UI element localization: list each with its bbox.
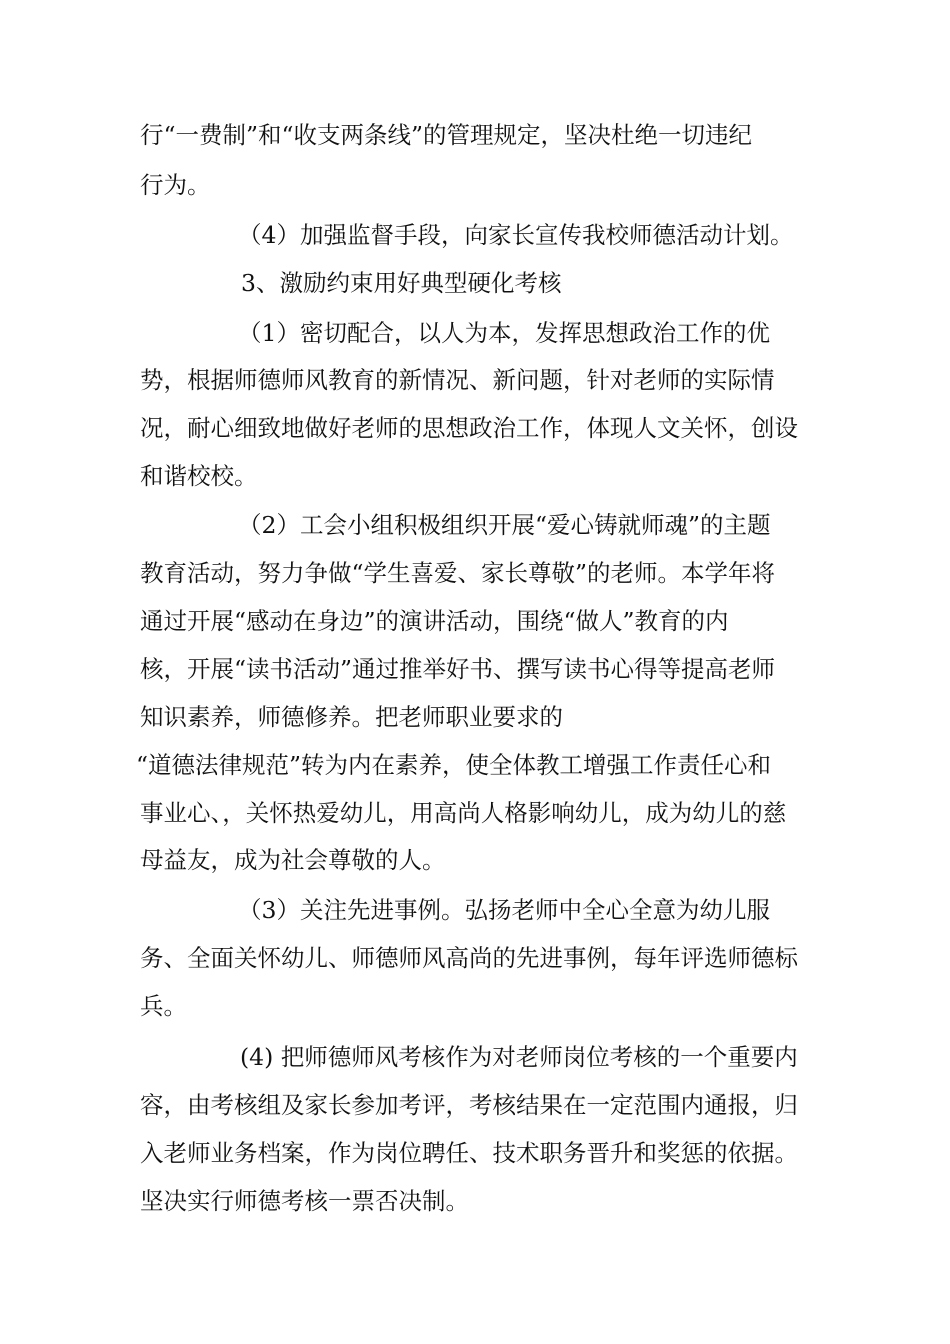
- text-line: 势，根据师德师风教育的新情况、新问题，针对老师的实际情: [140, 366, 775, 394]
- text-line: 行“一费制”和“收支两条线”的管理规定，坚决杜绝一切违纪: [140, 121, 753, 149]
- text-line: 容，由考核组及家长参加考评，考核结果在一定范围内通报，归: [140, 1091, 798, 1119]
- text-line: （3）关注先进事例。弘扬老师中全心全意为幼儿服: [238, 896, 770, 924]
- text-line: 核，开展“读书活动”通过推举好书、撰写读书心得等提高老师: [140, 655, 776, 683]
- text-line: （1）密切配合，以人为本，发挥思想政治工作的优: [238, 319, 770, 347]
- text-line: 行为。: [140, 171, 211, 199]
- text-line: 入老师业务档案，作为岗位聘任、技术职务晋升和奖惩的依据。: [140, 1139, 798, 1167]
- text-line: 教育活动，努力争做“学生喜爱、家长尊敬”的老师。本学年将: [140, 559, 776, 587]
- text-line: 知识素养，师德修养。把老师职业要求的: [140, 703, 563, 731]
- text-line: 兵。: [140, 992, 187, 1020]
- text-line: （4）加强监督手段，向家长宣传我校师德活动计划。: [238, 221, 794, 249]
- text-line: （2）工会小组积极组织开展“爱心铸就师魂”的主题: [238, 511, 771, 539]
- text-line: “道德法律规范”转为内在素养，使全体教工增强工作责任心和: [136, 751, 772, 779]
- text-line: 事业心、，关怀热爱幼儿，用高尚人格影响幼儿，成为幼儿的慈: [140, 799, 787, 827]
- section-heading: 3、激励约束用好典型硬化考核: [241, 269, 562, 297]
- text-line: 通过开展“感动在身边”的演讲活动，围绕“做人”教育的内: [140, 607, 729, 635]
- text-line: 和谐校校。: [140, 462, 258, 490]
- text-line: 况，耐心细致地做好老师的思想政治工作，体现人文关怀，创设: [140, 414, 798, 442]
- text-line: 坚决实行师德考核一票否决制。: [140, 1187, 469, 1215]
- text-line: (4) 把师德师风考核作为对老师岗位考核的一个重要内: [240, 1043, 798, 1071]
- text-line: 务、全面关怀幼儿、师德师风高尚的先进事例，每年评选师德标: [140, 944, 798, 972]
- text-line: 母益友，成为社会尊敬的人。: [140, 846, 446, 874]
